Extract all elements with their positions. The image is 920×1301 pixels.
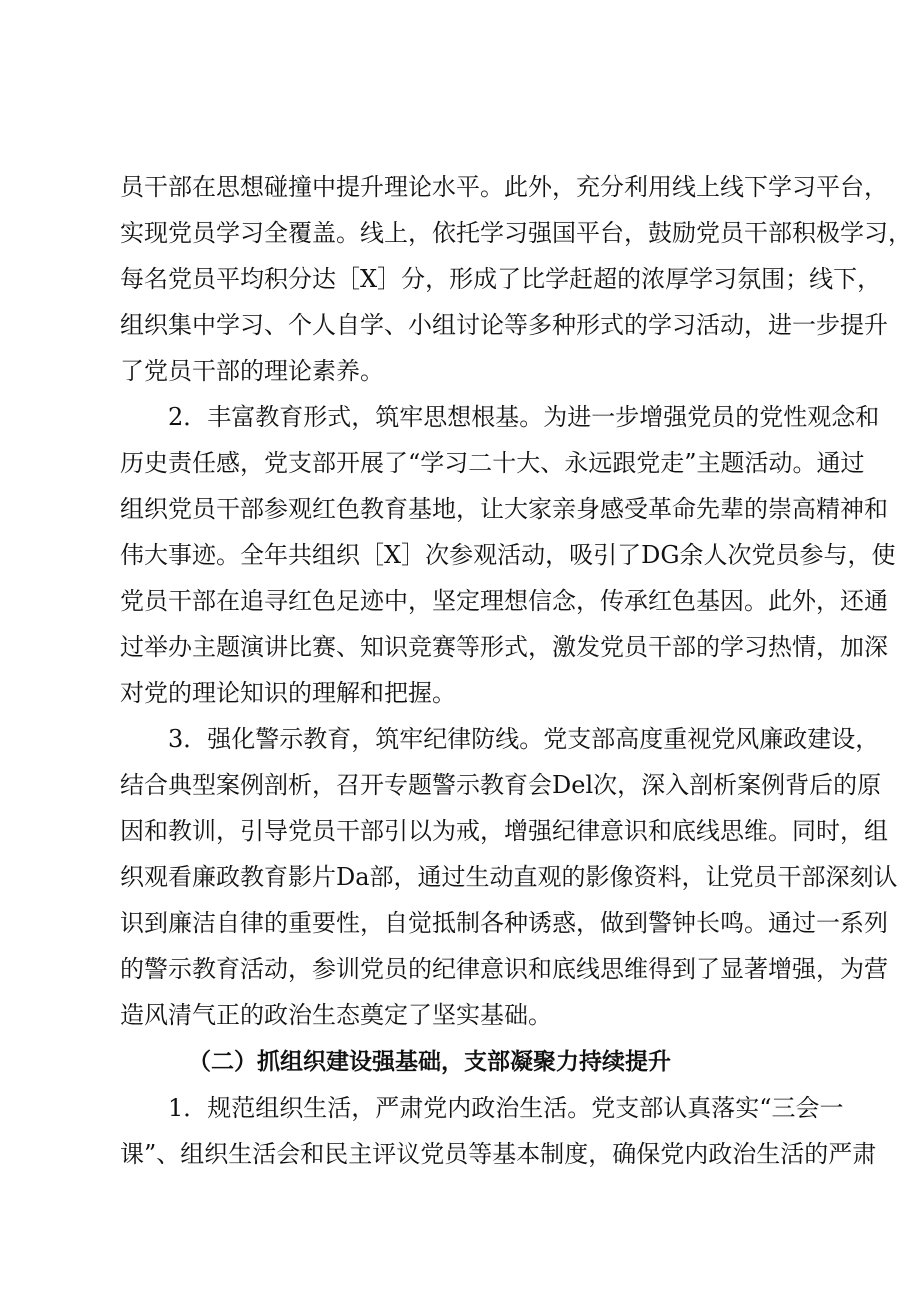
paragraph-2-line-2: 历史责任感，党支部开展了“学习二十大、永远跟党走”主题活动。通过 bbox=[120, 449, 865, 477]
paragraph-4-line-2: 课”、组织生活会和民主评议党员等基本制度，确保党内政治生活的严肃 bbox=[120, 1140, 877, 1168]
paragraph-3-line-6: 的警示教育活动，参训党员的纪律意识和底线思维得到了显著增强，为营 bbox=[120, 955, 888, 983]
paragraph-1-line-3: 每名党员平均积分达［X］分，形成了比学赶超的浓厚学习氛围；线下， bbox=[120, 265, 882, 293]
paragraph-4-line-1: 1．规范组织生活，严肃党内政治生活。党支部认真落实“三会一 bbox=[168, 1094, 844, 1122]
paragraph-3-line-1: 3．强化警示教育，筑牢纪律防线。党支部高度重视党风廉政建设， bbox=[168, 725, 880, 753]
paragraph-2-line-4: 伟大事迹。全年共组织［X］次参观活动，吸引了DG余人次党员参与，使 bbox=[120, 541, 896, 569]
paragraph-3-line-4: 织观看廉政教育影片Da部，通过生动直观的影像资料，让党员干部深刻认 bbox=[120, 863, 898, 891]
paragraph-3-line-2: 结合典型案例剖析，召开专题警示教育会Del次，深入剖析案例背后的原 bbox=[120, 771, 882, 799]
paragraph-2-line-5: 党员干部在追寻红色足迹中，坚定理想信念，传承红色基因。此外，还通 bbox=[120, 587, 888, 615]
paragraph-1-line-2: 实现党员学习全覆盖。线上，依托学习强国平台，鼓励党员干部积极学习， bbox=[120, 219, 912, 247]
paragraph-2-line-7: 对党的理论知识的理解和把握。 bbox=[120, 679, 456, 707]
paragraph-1-line-1: 员干部在思想碰撞中提升理论水平。此外，充分利用线上线下学习平台， bbox=[120, 173, 888, 201]
paragraph-2-line-3: 组织党员干部参观红色教育基地，让大家亲身感受革命先辈的崇高精神和 bbox=[120, 495, 888, 523]
paragraph-2-line-1: 2．丰富教育形式，筑牢思想根基。为进一步增强党员的党性观念和 bbox=[168, 403, 880, 431]
paragraph-3-line-5: 识到廉洁自律的重要性，自觉抵制各种诱惑，做到警钟长鸣。通过一系列 bbox=[120, 909, 888, 937]
paragraph-1-line-4: 组织集中学习、个人自学、小组讨论等多种形式的学习活动，进一步提升 bbox=[120, 311, 888, 339]
paragraph-3-line-3: 因和教训，引导党员干部引以为戒，增强纪律意识和底线思维。同时，组 bbox=[120, 817, 888, 845]
paragraph-1-line-5: 了党员干部的理论素养。 bbox=[120, 357, 384, 385]
paragraph-3-line-7: 造风清气正的政治生态奠定了坚实基础。 bbox=[120, 1001, 552, 1029]
paragraph-2-line-6: 过举办主题演讲比赛、知识竞赛等形式，激发党员干部的学习热情，加深 bbox=[120, 633, 888, 661]
section-heading: （二）抓组织建设强基础，支部凝聚力持续提升 bbox=[188, 1049, 671, 1075]
